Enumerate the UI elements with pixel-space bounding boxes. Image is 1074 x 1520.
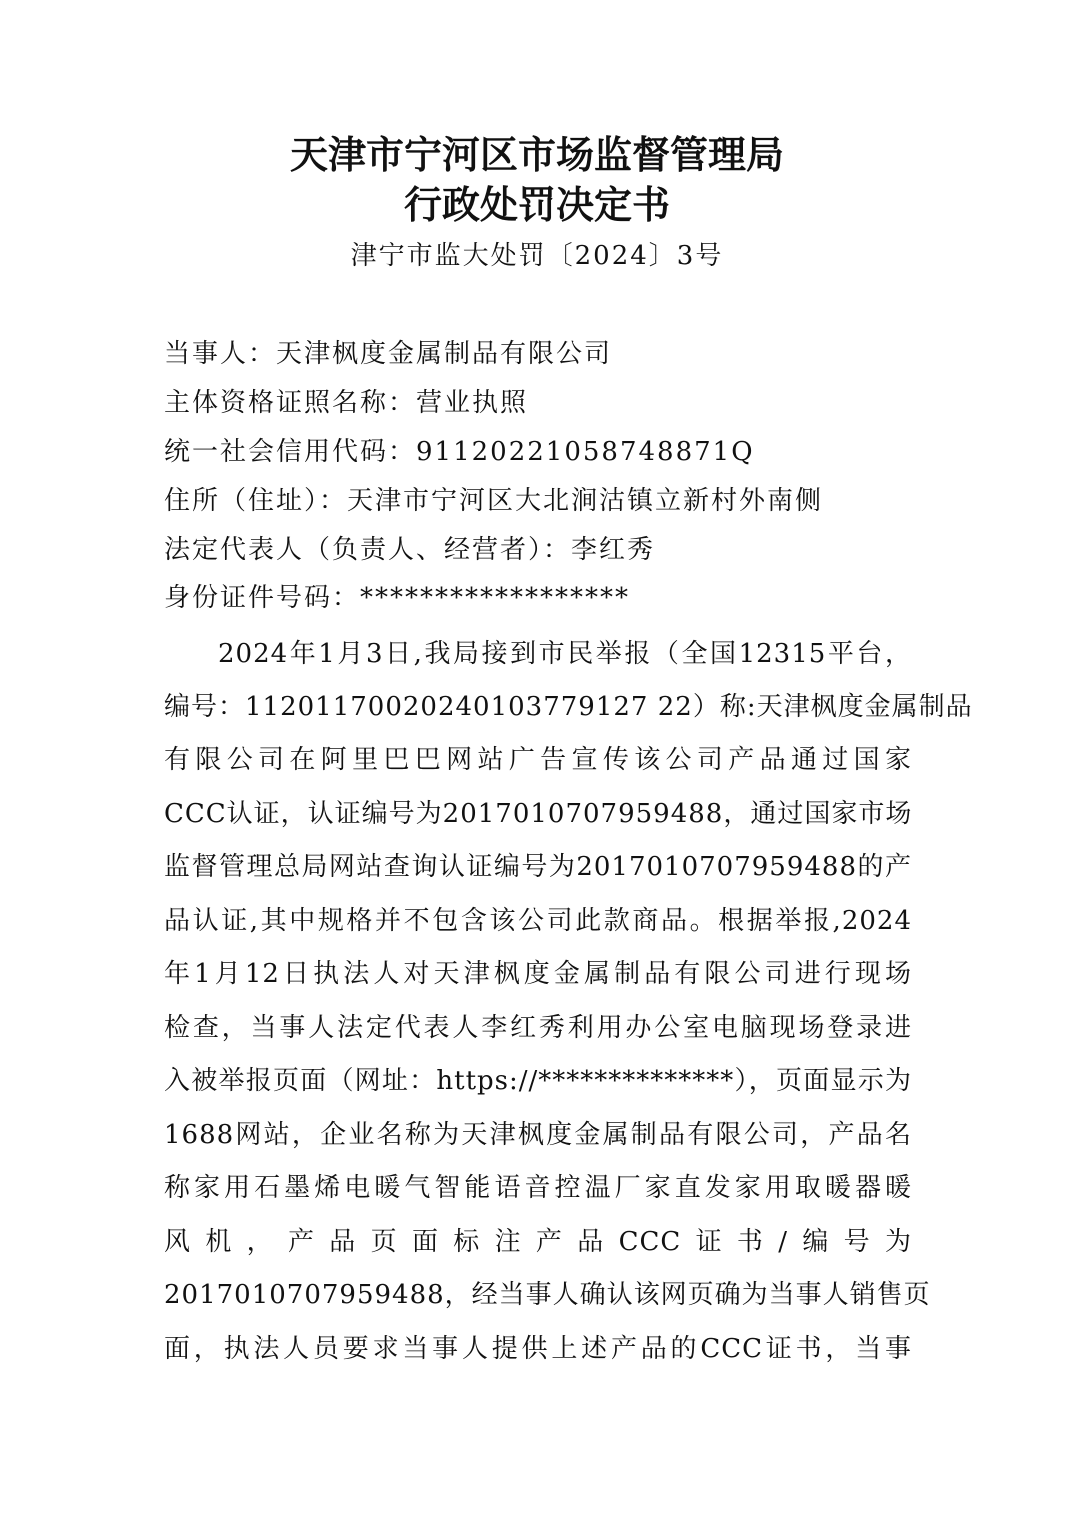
credit-code-field: 统一社会信用代码：91120221058748871Q — [164, 437, 755, 467]
body-line: 称家用石墨烯电暖气智能语音控温厂家直发家用取暖器暖 — [164, 1173, 912, 1203]
body-line: 年1月12日执法人对天津枫度金属制品有限公司进行现场 — [164, 959, 912, 989]
legal-representative-field: 法定代表人（负责人、经营者）：李红秀 — [164, 535, 656, 565]
party-field: 当事人：天津枫度金属制品有限公司 — [164, 339, 613, 369]
document-title-line1: 天津市宁河区市场监督管理局 — [289, 132, 784, 177]
body-line: 有限公司在阿里巴巴网站广告宣传该公司产品通过国家 — [164, 745, 912, 775]
license-name-field: 主体资格证照名称：营业执照 — [164, 388, 529, 418]
body-line: 面，执法人员要求当事人提供上述产品的CCC证书，当事 — [164, 1334, 912, 1364]
body-line: 风机，产品页面标注产品CCC证书/编号为 — [164, 1227, 912, 1257]
body-line: 入被举报页面（网址：https://**************），页面显示为 — [164, 1066, 912, 1096]
address-field: 住所（住址）：天津市宁河区大北涧沽镇立新村外南侧 — [164, 486, 824, 516]
body-line: CCC认证，认证编号为2017010707959488，通过国家市场 — [164, 799, 913, 829]
body-line: 2024年1月3日,我局接到市民举报（全国12315平台， — [218, 639, 912, 669]
body-line: 2017010707959488，经当事人确认该网页确为当事人销售页 — [164, 1280, 931, 1310]
document-number: 津宁市监大处罚〔2024〕3号 — [350, 241, 724, 271]
document-title-line2: 行政处罚决定书 — [403, 182, 670, 227]
body-line: 检查，当事人法定代表人李红秀利用办公室电脑现场登录进 — [164, 1013, 912, 1043]
body-line: 品认证,其中规格并不包含该公司此款商品。根据举报,2024 — [164, 906, 912, 936]
body-line: 1688网站，企业名称为天津枫度金属制品有限公司，产品名 — [164, 1120, 912, 1150]
body-line: 监督管理总局网站查询认证编号为2017010707959488的产 — [164, 852, 912, 882]
id-number-field: 身份证件号码：****************** — [164, 583, 631, 613]
body-line: 编号：11201170020240103779127 22）称:天津枫度金属制品 — [164, 692, 973, 722]
